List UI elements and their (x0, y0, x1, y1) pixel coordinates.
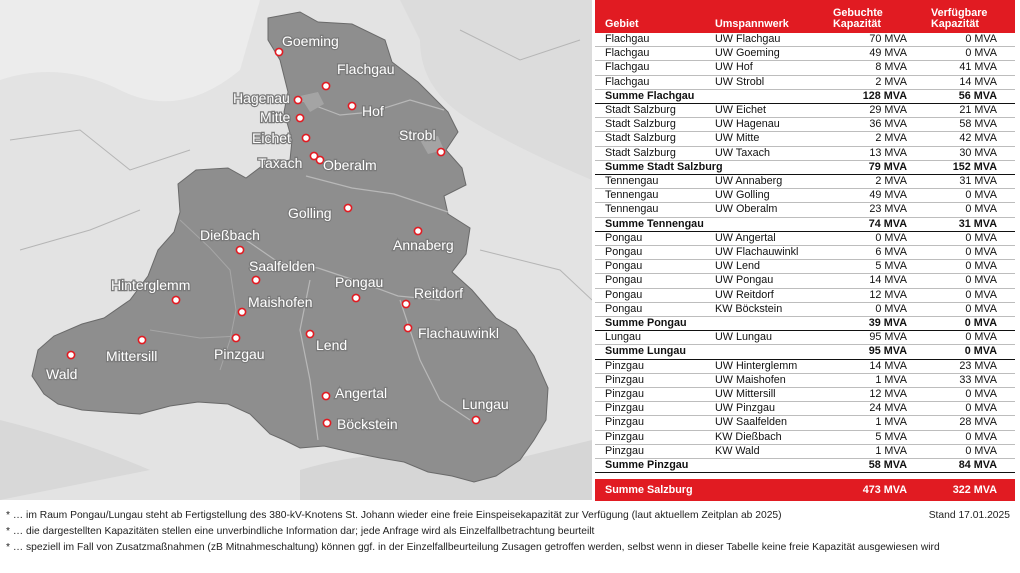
cell-gebiet: Pongau (595, 288, 705, 302)
sum-available: 84 MVA (921, 459, 1015, 473)
cell-available: 33 MVA (921, 373, 1015, 387)
sum-booked: 58 MVA (823, 459, 921, 473)
cell-booked: 14 MVA (823, 274, 921, 288)
label-strobl: Strobl (399, 127, 436, 143)
cell-available: 30 MVA (921, 146, 1015, 160)
marker-annaberg[interactable] (414, 227, 421, 234)
cell-booked: 2 MVA (823, 175, 921, 189)
cell-available: 0 MVA (921, 203, 1015, 217)
label-lungau: Lungau (462, 396, 509, 412)
cell-booked: 29 MVA (823, 104, 921, 118)
label-hagenau: Hagenau (233, 90, 290, 106)
cell-gebiet: Pinzgau (595, 444, 705, 458)
label-taxach: Taxach (258, 155, 303, 171)
header-available: Verfügbare Kapazität (921, 0, 1015, 33)
table-row (595, 302, 1015, 316)
sum-label: Summe Stadt Salzburg (595, 160, 823, 174)
cell-available: 0 MVA (921, 246, 1015, 260)
sum-booked: 95 MVA (823, 345, 921, 359)
cell-gebiet: Pinzgau (595, 373, 705, 387)
label-annaberg: Annaberg (393, 237, 454, 253)
cell-available: 42 MVA (921, 132, 1015, 146)
label-mittersill: Mittersill (106, 348, 158, 364)
cell-available: 0 MVA (921, 430, 1015, 444)
cell-gebiet: Pongau (595, 302, 705, 316)
label-golling: Golling (288, 205, 332, 221)
label-mitte: Mitte (260, 109, 291, 125)
table-row (595, 118, 1015, 132)
marker-strobl[interactable] (437, 148, 444, 155)
cell-umspannwerk: UW Taxach (705, 146, 823, 160)
marker-mitte[interactable] (296, 114, 303, 121)
table-row (595, 189, 1015, 203)
footer-date: Stand 17.01.2025 (928, 510, 1010, 521)
cell-gebiet: Tennengau (595, 203, 705, 217)
capacity-table (595, 0, 1015, 501)
cell-gebiet: Pongau (595, 231, 705, 245)
cell-booked: 49 MVA (823, 47, 921, 61)
cell-umspannwerk: UW Lungau (705, 331, 823, 345)
cell-available: 0 MVA (921, 302, 1015, 316)
table-row (595, 61, 1015, 75)
cell-umspannwerk: UW Golling (705, 189, 823, 203)
table-row (595, 288, 1015, 302)
label-goeming: Goeming (282, 33, 339, 49)
table-row (595, 104, 1015, 118)
total-booked: 473 MVA (823, 479, 921, 501)
label-angertal: Angertal (335, 385, 388, 401)
table-row (595, 402, 1015, 416)
capacity-table-container (595, 0, 1015, 501)
cell-available: 31 MVA (921, 175, 1015, 189)
marker-pongau[interactable] (352, 294, 359, 301)
table-row (595, 388, 1015, 402)
table-row (595, 260, 1015, 274)
marker-lend[interactable] (306, 330, 313, 337)
table-body (595, 33, 1015, 501)
label-lend: Lend (316, 337, 348, 353)
cell-gebiet: Pinzgau (595, 388, 705, 402)
label-reitdorf: Reitdorf (414, 285, 464, 301)
cell-available: 58 MVA (921, 118, 1015, 132)
label-flachgau: Flachgau (337, 61, 395, 77)
cell-gebiet: Pinzgau (595, 430, 705, 444)
cell-gebiet: Stadt Salzburg (595, 132, 705, 146)
sum-label: Summe Flachgau (595, 89, 823, 103)
cell-gebiet: Tennengau (595, 189, 705, 203)
table-row (595, 75, 1015, 89)
cell-umspannwerk: UW Mitte (705, 132, 823, 146)
label-eichet: Eichet (252, 130, 291, 146)
sum-row (595, 217, 1015, 231)
cell-booked: 1 MVA (823, 444, 921, 458)
cell-gebiet: Flachgau (595, 47, 705, 61)
label-wald: Wald (46, 366, 78, 382)
cell-available: 0 MVA (921, 33, 1015, 47)
sum-row (595, 160, 1015, 174)
marker-diessbach[interactable] (236, 246, 243, 253)
cell-available: 0 MVA (921, 331, 1015, 345)
table-row (595, 175, 1015, 189)
cell-gebiet: Stadt Salzburg (595, 104, 705, 118)
cell-gebiet: Flachgau (595, 61, 705, 75)
marker-hagenau[interactable] (294, 96, 301, 103)
label-pongau: Pongau (335, 274, 384, 290)
marker-maishofen[interactable] (238, 308, 245, 315)
sum-booked: 128 MVA (823, 89, 921, 103)
cell-gebiet: Pongau (595, 246, 705, 260)
marker-eichet[interactable] (302, 134, 309, 141)
cell-booked: 49 MVA (823, 189, 921, 203)
cell-gebiet: Pongau (595, 260, 705, 274)
cell-gebiet: Lungau (595, 331, 705, 345)
cell-available: 0 MVA (921, 231, 1015, 245)
marker-pinzgau[interactable] (232, 334, 239, 341)
cell-booked: 14 MVA (823, 359, 921, 373)
table-row (595, 231, 1015, 245)
cell-gebiet: Pinzgau (595, 416, 705, 430)
label-hinterglemm: Hinterglemm (111, 277, 191, 293)
cell-umspannwerk: UW Goeming (705, 47, 823, 61)
sum-available: 31 MVA (921, 217, 1015, 231)
cell-umspannwerk: UW Annaberg (705, 175, 823, 189)
marker-hof[interactable] (348, 102, 355, 109)
cell-umspannwerk: UW Lend (705, 260, 823, 274)
sum-row (595, 345, 1015, 359)
cell-umspannwerk: UW Reitdorf (705, 288, 823, 302)
label-saalfelden: Saalfelden (249, 258, 316, 274)
cell-available: 21 MVA (921, 104, 1015, 118)
cell-umspannwerk: UW Hagenau (705, 118, 823, 132)
cell-umspannwerk: KW Böckstein (705, 302, 823, 316)
cell-gebiet: Stadt Salzburg (595, 118, 705, 132)
table-row (595, 373, 1015, 387)
cell-gebiet: Flachgau (595, 75, 705, 89)
cell-booked: 95 MVA (823, 331, 921, 345)
marker-lungau[interactable] (472, 416, 479, 423)
cell-booked: 13 MVA (823, 146, 921, 160)
cell-umspannwerk: UW Strobl (705, 75, 823, 89)
footer-notes (6, 508, 1016, 556)
cell-booked: 12 MVA (823, 388, 921, 402)
sum-row (595, 89, 1015, 103)
sum-booked: 79 MVA (823, 160, 921, 174)
marker-wald[interactable] (67, 351, 74, 358)
label-flachauwinkl: Flachauwinkl (418, 325, 499, 341)
table-row (595, 359, 1015, 373)
sum-available: 0 MVA (921, 317, 1015, 331)
sum-row (595, 459, 1015, 473)
cell-available: 0 MVA (921, 274, 1015, 288)
cell-umspannwerk: UW Mittersill (705, 388, 823, 402)
marker-flachauwinkl[interactable] (404, 324, 411, 331)
header-umspannwerk: Umspannwerk (705, 0, 823, 33)
cell-umspannwerk: UW Pongau (705, 274, 823, 288)
label-oberalm: Oberalm (323, 157, 377, 173)
footer-note: * … im Raum Pongau/Lungau steht ab Fertigstellung des 380-kV-Knotens St. Johann wieder eine freie Einspeisekapazität zur Verfügung (laut aktuellem Zeitplan ab 2025) (6, 510, 782, 521)
label-hof: Hof (362, 103, 384, 119)
cell-umspannwerk: UW Eichet (705, 104, 823, 118)
sum-available: 56 MVA (921, 89, 1015, 103)
cell-umspannwerk: UW Maishofen (705, 373, 823, 387)
cell-available: 0 MVA (921, 388, 1015, 402)
sum-label: Summe Pinzgau (595, 459, 823, 473)
marker-saalfelden[interactable] (252, 276, 259, 283)
cell-umspannwerk: UW Pinzgau (705, 402, 823, 416)
cell-available: 23 MVA (921, 359, 1015, 373)
sum-booked: 39 MVA (823, 317, 921, 331)
footer-note: * … speziell im Fall von Zusatzmaßnahmen (zB Mitnahmeschaltung) können ggf. in der Einzelfallbeurteilung Zusagen getroffen werden, selbst wenn in dieser Tabelle keine freie Kapazität ausgewiesen wird (6, 542, 940, 553)
cell-booked: 1 MVA (823, 373, 921, 387)
marker-flachgau[interactable] (322, 82, 329, 89)
table-row (595, 33, 1015, 47)
cell-umspannwerk: UW Angertal (705, 231, 823, 245)
cell-booked: 12 MVA (823, 288, 921, 302)
cell-umspannwerk: UW Hof (705, 61, 823, 75)
cell-booked: 2 MVA (823, 132, 921, 146)
cell-umspannwerk: UW Flachauwinkl (705, 246, 823, 260)
sum-available: 0 MVA (921, 345, 1015, 359)
cell-booked: 1 MVA (823, 416, 921, 430)
cell-umspannwerk: UW Oberalm (705, 203, 823, 217)
table-row (595, 430, 1015, 444)
cell-booked: 5 MVA (823, 430, 921, 444)
cell-available: 28 MVA (921, 416, 1015, 430)
header-booked: Gebuchte Kapazität (823, 0, 921, 33)
marker-mittersill[interactable] (138, 336, 145, 343)
cell-gebiet: Flachgau (595, 33, 705, 47)
cell-available: 0 MVA (921, 47, 1015, 61)
cell-available: 0 MVA (921, 288, 1015, 302)
cell-available: 0 MVA (921, 402, 1015, 416)
table-row (595, 132, 1015, 146)
cell-umspannwerk: UW Hinterglemm (705, 359, 823, 373)
cell-booked: 5 MVA (823, 260, 921, 274)
table-row (595, 331, 1015, 345)
cell-gebiet: Pongau (595, 274, 705, 288)
marker-goeming[interactable] (275, 48, 282, 55)
sum-row (595, 317, 1015, 331)
label-diessbach: Dießbach (200, 227, 260, 243)
cell-booked: 24 MVA (823, 402, 921, 416)
table-row (595, 274, 1015, 288)
cell-available: 0 MVA (921, 444, 1015, 458)
cell-booked: 0 MVA (823, 302, 921, 316)
sum-label: Summe Tennengau (595, 217, 823, 231)
cell-booked: 70 MVA (823, 33, 921, 47)
cell-gebiet: Tennengau (595, 175, 705, 189)
marker-reitdorf[interactable] (402, 300, 409, 307)
marker-golling[interactable] (344, 204, 351, 211)
cell-available: 0 MVA (921, 260, 1015, 274)
cell-umspannwerk: UW Saalfelden (705, 416, 823, 430)
total-row (595, 479, 1015, 501)
cell-umspannwerk: KW Wald (705, 444, 823, 458)
sum-booked: 74 MVA (823, 217, 921, 231)
label-maishofen: Maishofen (248, 294, 313, 310)
cell-booked: 0 MVA (823, 231, 921, 245)
table-row (595, 146, 1015, 160)
total-label: Summe Salzburg (595, 479, 823, 501)
table-row (595, 416, 1015, 430)
table-row (595, 47, 1015, 61)
cell-booked: 8 MVA (823, 61, 921, 75)
cell-booked: 36 MVA (823, 118, 921, 132)
cell-gebiet: Pinzgau (595, 359, 705, 373)
cell-available: 14 MVA (921, 75, 1015, 89)
table-row (595, 203, 1015, 217)
marker-hinterglemm[interactable] (172, 296, 179, 303)
sum-label: Summe Lungau (595, 345, 823, 359)
cell-umspannwerk: KW Dießbach (705, 430, 823, 444)
table-header (595, 0, 1015, 33)
header-gebiet: Gebiet (595, 0, 705, 33)
cell-gebiet: Pinzgau (595, 402, 705, 416)
cell-available: 41 MVA (921, 61, 1015, 75)
cell-gebiet: Stadt Salzburg (595, 146, 705, 160)
cell-booked: 6 MVA (823, 246, 921, 260)
cell-booked: 2 MVA (823, 75, 921, 89)
cell-available: 0 MVA (921, 189, 1015, 203)
total-available: 322 MVA (921, 479, 1015, 501)
marker-boeckstein[interactable] (323, 419, 330, 426)
table-row (595, 444, 1015, 458)
table-row (595, 246, 1015, 260)
sum-label: Summe Pongau (595, 317, 823, 331)
label-pinzgau: Pinzgau (214, 346, 265, 362)
cell-booked: 23 MVA (823, 203, 921, 217)
label-boeckstein: Böckstein (337, 416, 398, 432)
marker-angertal[interactable] (322, 392, 329, 399)
footer-note: * … die dargestellten Kapazitäten stellen eine unverbindliche Information dar; jede Anfrage wird als Einzelfallbetrachtung beurteilt (6, 526, 595, 537)
sum-available: 152 MVA (921, 160, 1015, 174)
cell-umspannwerk: UW Flachgau (705, 33, 823, 47)
